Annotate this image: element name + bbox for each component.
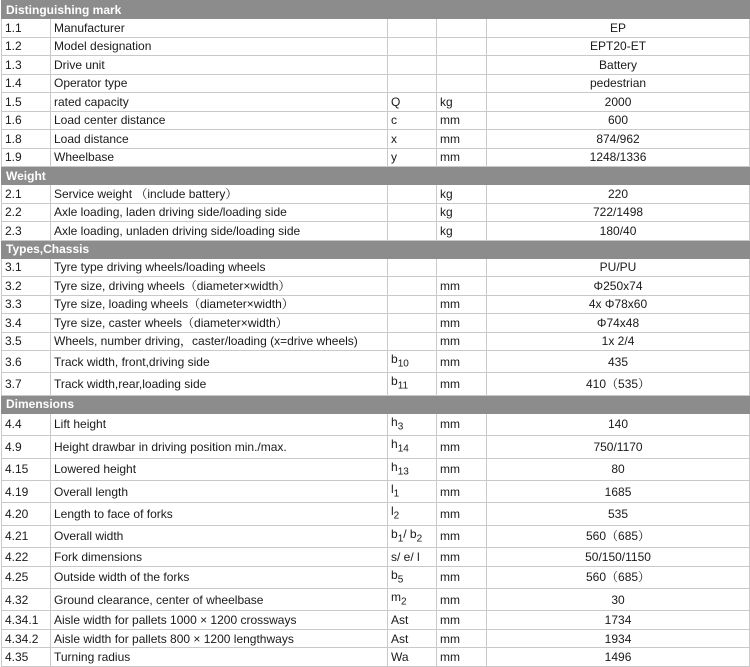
row-unit: mm <box>437 314 487 333</box>
row-unit: mm <box>437 566 487 588</box>
row-number: 3.1 <box>2 258 51 277</box>
row-symbol <box>388 351 437 373</box>
row-description: Manufacturer <box>51 19 388 38</box>
row-description: Overall width <box>51 525 388 547</box>
table-row <box>2 503 750 525</box>
row-number: 1.8 <box>2 130 51 149</box>
symbol-subscript: 1 <box>397 533 404 545</box>
row-unit: mm <box>437 611 487 630</box>
symbol-subscript: 11 <box>397 380 409 392</box>
row-description: Tyre size, caster wheels（diameter×width） <box>51 314 388 333</box>
table-row <box>2 548 750 567</box>
row-symbol <box>388 548 437 567</box>
row-number: 1.4 <box>2 74 51 93</box>
row-value: EPT20-ET <box>487 37 750 56</box>
row-symbol <box>388 111 437 130</box>
symbol-subscript: 10 <box>397 358 409 370</box>
row-unit <box>437 19 487 38</box>
row-value: 1934 <box>487 629 750 648</box>
row-number: 4.34.2 <box>2 629 51 648</box>
row-description: Fork dimensions <box>51 548 388 567</box>
row-number: 1.6 <box>2 111 51 130</box>
row-number: 4.21 <box>2 525 51 547</box>
row-symbol <box>388 373 437 395</box>
row-number: 1.3 <box>2 56 51 75</box>
row-unit: mm <box>437 351 487 373</box>
symbol-subscript: 13 <box>397 465 409 477</box>
row-unit: mm <box>437 413 487 435</box>
row-unit: mm <box>437 648 487 667</box>
row-value: pedestrian <box>487 74 750 93</box>
symbol-text: y <box>391 150 397 165</box>
row-symbol <box>388 185 437 204</box>
row-symbol <box>388 37 437 56</box>
section-title: Types,Chassis <box>2 240 750 258</box>
row-description: Axle loading, unladen driving side/loading side <box>51 222 388 241</box>
row-description: Outside width of the forks <box>51 566 388 588</box>
table-row <box>2 93 750 112</box>
row-number: 2.2 <box>2 203 51 222</box>
row-number: 4.4 <box>2 413 51 435</box>
row-unit: mm <box>437 373 487 395</box>
row-value: 50/150/1150 <box>487 548 750 567</box>
row-description: Operator type <box>51 74 388 93</box>
row-value: Φ250x74 <box>487 277 750 296</box>
table-row <box>2 413 750 435</box>
row-symbol <box>388 314 437 333</box>
row-number: 4.35 <box>2 648 51 667</box>
table-row <box>2 525 750 547</box>
row-unit <box>437 56 487 75</box>
row-value: 750/1170 <box>487 436 750 458</box>
row-number: 3.4 <box>2 314 51 333</box>
symbol-text: Q <box>391 94 401 109</box>
symbol-text: x <box>391 131 397 146</box>
row-value: EP <box>487 19 750 38</box>
symbol-subscript: 2 <box>401 596 407 608</box>
spec-table <box>1 0 750 667</box>
symbol-text: / b <box>403 526 417 541</box>
row-number: 2.3 <box>2 222 51 241</box>
row-unit <box>437 37 487 56</box>
row-symbol <box>388 458 437 480</box>
row-description: Wheelbase <box>51 148 388 167</box>
symbol-text: c <box>391 113 397 128</box>
table-row <box>2 37 750 56</box>
row-description: Axle loading, laden driving side/loading side <box>51 203 388 222</box>
row-value: 140 <box>487 413 750 435</box>
row-unit: mm <box>437 548 487 567</box>
row-description: Aisle width for pallets 1000 × 1200 crossways <box>51 611 388 630</box>
table-row <box>2 373 750 395</box>
row-description: Lowered height <box>51 458 388 480</box>
row-number: 1.5 <box>2 93 51 112</box>
row-value: 535 <box>487 503 750 525</box>
row-unit: mm <box>437 589 487 611</box>
row-symbol <box>388 203 437 222</box>
table-row <box>2 351 750 373</box>
row-symbol <box>388 130 437 149</box>
row-description: Track width, front,driving side <box>51 351 388 373</box>
row-description: Turning radius <box>51 648 388 667</box>
table-row <box>2 203 750 222</box>
symbol-text: Ast <box>391 613 409 628</box>
symbol-subscript: 14 <box>397 443 409 455</box>
row-description: Load center distance <box>51 111 388 130</box>
row-symbol <box>388 295 437 314</box>
row-symbol <box>388 19 437 38</box>
symbol-text: b <box>391 374 398 389</box>
row-symbol <box>388 258 437 277</box>
row-description: Aisle width for pallets 800 × 1200 lengthways <box>51 629 388 648</box>
table-row <box>2 458 750 480</box>
row-symbol <box>388 222 437 241</box>
row-description: Load distance <box>51 130 388 149</box>
row-value: 1248/1336 <box>487 148 750 167</box>
row-symbol <box>388 480 437 502</box>
row-number: 3.3 <box>2 295 51 314</box>
table-row <box>2 480 750 502</box>
table-row <box>2 436 750 458</box>
row-symbol <box>388 413 437 435</box>
symbol-text: h <box>391 459 398 474</box>
table-row <box>2 277 750 296</box>
row-unit: mm <box>437 111 487 130</box>
row-symbol <box>388 525 437 547</box>
row-unit: kg <box>437 222 487 241</box>
row-unit <box>437 74 487 93</box>
row-unit: mm <box>437 458 487 480</box>
row-description: Service weight （include battery） <box>51 185 388 204</box>
symbol-text: m <box>391 590 401 605</box>
row-value: 4x Φ78x60 <box>487 295 750 314</box>
row-unit: kg <box>437 93 487 112</box>
symbol-text: Ast <box>391 631 409 646</box>
row-symbol <box>388 629 437 648</box>
row-number: 4.9 <box>2 436 51 458</box>
row-unit: mm <box>437 295 487 314</box>
row-unit: mm <box>437 332 487 351</box>
row-value: 1496 <box>487 648 750 667</box>
symbol-subscript: 2 <box>416 533 423 545</box>
symbol-text: s/ e/ l <box>391 549 420 564</box>
row-number: 1.9 <box>2 148 51 167</box>
row-unit <box>437 258 487 277</box>
row-number: 3.5 <box>2 332 51 351</box>
symbol-text: b <box>391 567 398 582</box>
symbol-text: b <box>391 526 398 541</box>
row-symbol <box>388 277 437 296</box>
row-number: 1.1 <box>2 19 51 38</box>
table-row <box>2 314 750 333</box>
row-symbol <box>388 566 437 588</box>
row-symbol <box>388 611 437 630</box>
row-number: 1.2 <box>2 37 51 56</box>
row-unit: kg <box>437 203 487 222</box>
row-number: 2.1 <box>2 185 51 204</box>
symbol-subscript: 3 <box>397 421 404 433</box>
row-symbol <box>388 56 437 75</box>
row-value: 722/1498 <box>487 203 750 222</box>
row-unit: mm <box>437 503 487 525</box>
row-unit: mm <box>437 436 487 458</box>
row-description: Model designation <box>51 37 388 56</box>
section-title: Distinguishing mark <box>2 1 750 19</box>
table-row <box>2 295 750 314</box>
table-row <box>2 222 750 241</box>
table-row <box>2 148 750 167</box>
row-value: 600 <box>487 111 750 130</box>
row-value: 2000 <box>487 93 750 112</box>
row-description: Height drawbar in driving position min./max. <box>51 436 388 458</box>
table-row <box>2 258 750 277</box>
row-value: Battery <box>487 56 750 75</box>
row-symbol <box>388 648 437 667</box>
row-description: Overall length <box>51 480 388 502</box>
table-row <box>2 566 750 588</box>
row-symbol <box>388 74 437 93</box>
row-number: 4.34.1 <box>2 611 51 630</box>
section-header <box>2 1 750 19</box>
table-row <box>2 648 750 667</box>
table-row <box>2 185 750 204</box>
row-value: 180/40 <box>487 222 750 241</box>
row-unit: mm <box>437 629 487 648</box>
symbol-text: Wa <box>391 650 409 665</box>
table-row <box>2 589 750 611</box>
table-row <box>2 629 750 648</box>
row-description: Drive unit <box>51 56 388 75</box>
symbol-text: l <box>391 481 394 496</box>
row-number: 4.15 <box>2 458 51 480</box>
row-value: 874/962 <box>487 130 750 149</box>
symbol-text: b <box>391 352 398 366</box>
row-unit: mm <box>437 130 487 149</box>
table-row <box>2 332 750 351</box>
row-value: 220 <box>487 185 750 204</box>
table-row <box>2 56 750 75</box>
row-number: 4.22 <box>2 548 51 567</box>
symbol-subscript: 5 <box>397 574 404 586</box>
row-description: rated capacity <box>51 93 388 112</box>
row-value: 80 <box>487 458 750 480</box>
row-value: 435 <box>487 351 750 373</box>
symbol-subscript: 2 <box>393 510 400 522</box>
row-value: 1x 2/4 <box>487 332 750 351</box>
row-symbol <box>388 436 437 458</box>
row-value: PU/PU <box>487 258 750 277</box>
row-description: Ground clearance, center of wheelbase <box>51 589 388 611</box>
table-row <box>2 130 750 149</box>
row-symbol <box>388 93 437 112</box>
row-unit: mm <box>437 480 487 502</box>
row-description: Length to face of forks <box>51 503 388 525</box>
section-header <box>2 240 750 258</box>
section-header <box>2 167 750 185</box>
row-number: 3.6 <box>2 351 51 373</box>
row-unit: mm <box>437 277 487 296</box>
row-symbol <box>388 503 437 525</box>
section-title: Dimensions <box>2 395 750 413</box>
row-number: 4.19 <box>2 480 51 502</box>
row-symbol <box>388 332 437 351</box>
row-unit: mm <box>437 525 487 547</box>
row-value: 560（685） <box>487 566 750 588</box>
section-title: Weight <box>2 167 750 185</box>
row-symbol <box>388 589 437 611</box>
row-value: 410（535） <box>487 373 750 395</box>
row-unit: kg <box>437 185 487 204</box>
row-number: 4.20 <box>2 503 51 525</box>
row-number: 4.32 <box>2 589 51 611</box>
row-description: Tyre size, driving wheels（diameter×width） <box>51 277 388 296</box>
row-unit: mm <box>437 148 487 167</box>
table-row <box>2 74 750 93</box>
row-symbol <box>388 148 437 167</box>
symbol-text: l <box>391 504 394 519</box>
symbol-text: h <box>391 437 398 452</box>
table-row <box>2 611 750 630</box>
row-value: 560（685） <box>487 525 750 547</box>
row-description: Lift height <box>51 413 388 435</box>
table-row <box>2 19 750 38</box>
row-value: 1734 <box>487 611 750 630</box>
row-description: Tyre size, loading wheels（diameter×width） <box>51 295 388 314</box>
table-row <box>2 111 750 130</box>
row-description: Wheels, number driving，caster/loading (x=drive wheels) <box>51 332 388 351</box>
symbol-subscript: 1 <box>393 488 400 500</box>
row-description: Tyre type driving wheels/loading wheels <box>51 258 388 277</box>
row-value: Φ74x48 <box>487 314 750 333</box>
row-number: 3.7 <box>2 373 51 395</box>
row-value: 30 <box>487 589 750 611</box>
symbol-text: h <box>391 414 398 429</box>
row-description: Track width,rear,loading side <box>51 373 388 395</box>
section-header <box>2 395 750 413</box>
row-number: 4.25 <box>2 566 51 588</box>
row-number: 3.2 <box>2 277 51 296</box>
row-value: 1685 <box>487 480 750 502</box>
